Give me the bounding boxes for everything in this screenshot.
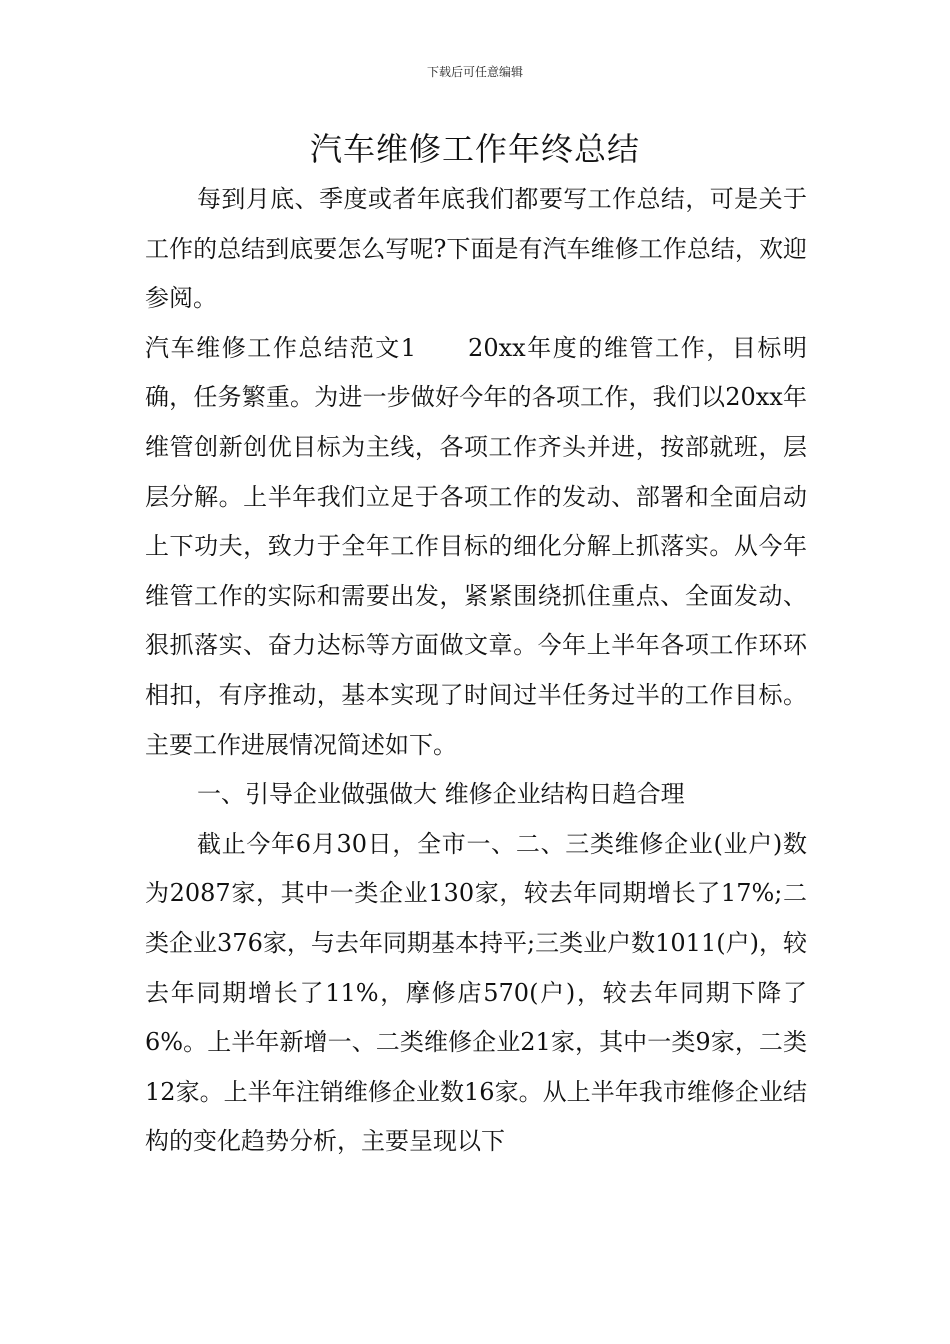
intro-paragraph: 每到月底、季度或者年底我们都要写工作总结，可是关于工作的总结到底要怎么写呢?下面是有汽车维修工作总结，欢迎参阅。 <box>145 185 807 313</box>
document-body <box>145 175 807 1167</box>
section-one-paragraph: 截止今年6月30日，全市一、二、三类维修企业(业户)数为2087家，其中一类企业130家，较去年同期增长了17%;二类企业376家，与去年同期基本持平;三类业户数1011(户)，较去年同期增长了11%，摩修店570(户)，较去年同期下降了6%。上半年新增一、二类维修企业21家，其中一类9家，二类12家。上半年注销维修企业数16家。从上半年我市维修企业结构的变化趋势分析，主要呈现以下 <box>145 829 807 1156</box>
section-one-heading: 一、引导企业做强做大 维修企业结构日趋合理 <box>197 780 685 809</box>
document-title: 汽车维修工作年终总结 <box>309 130 640 168</box>
header-note: 下载后可任意编辑 <box>426 65 523 79</box>
sample-paragraph <box>145 324 807 770</box>
sample-heading: 汽车维修工作总结范文1 <box>145 333 417 362</box>
sample-body: 20xx年度的维管工作，目标明确，任务繁重。为进一步做好今年的各项工作，我们以20xx年维管创新创优目标为主线，各项工作齐头并进，按部就班，层层分解。上半年我们立足于各项工作的发动、部署和全面启动上下功夫，致力于全年工作目标的细化分解上抓落实。从今年维管工作的实际和需要出发，紧紧围绕抓住重点、全面发动、狠抓落实、奋力达标等方面做文章。今年上半年各项工作环环相扣，有序推动，基本实现了时间过半任务过半的工作目标。主要工作进展情况简述如下。 <box>145 333 807 759</box>
